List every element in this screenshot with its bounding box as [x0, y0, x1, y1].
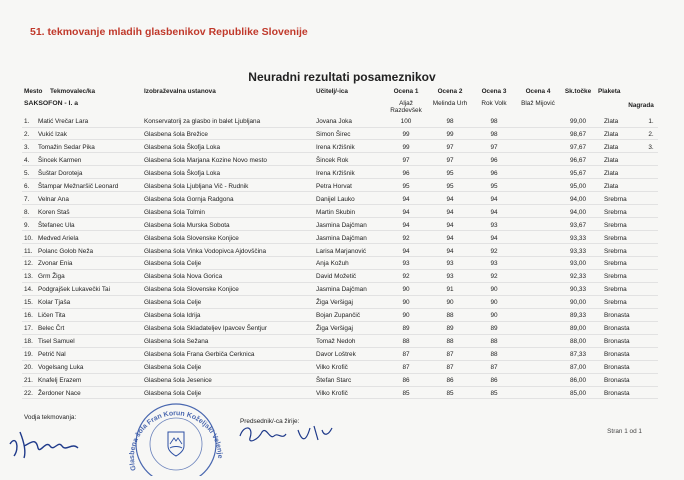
cell-no: 20.	[24, 364, 33, 372]
cell-total: 89,33	[570, 312, 586, 320]
cell-j2: 95	[446, 182, 454, 190]
cell-j2: 86	[446, 377, 454, 384]
row-divider	[22, 269, 658, 270]
col-judge-3: Ocena 3	[481, 88, 507, 95]
row-divider	[22, 398, 658, 399]
cell-mentor: Simon Širec	[316, 130, 351, 138]
cell-j3: 97	[490, 143, 498, 151]
cell-plaque: Bronasta	[604, 338, 630, 346]
cell-j1: 94	[402, 195, 410, 203]
cell-award: 3.	[648, 143, 654, 151]
cell-mentor: Anja Kožuh	[316, 260, 349, 268]
cell-j1: 89	[402, 325, 410, 333]
cell-j3: 87	[490, 364, 498, 372]
cell-no: 7.	[24, 195, 30, 203]
judge-1-name: Aljaž Razdevšek	[390, 100, 422, 114]
cell-no: 16.	[24, 312, 33, 320]
cell-name: Koren Staš	[38, 208, 70, 216]
cell-j2: 88	[446, 338, 454, 346]
cell-plaque: Srebrna	[604, 221, 627, 229]
cell-total: 95,67	[570, 169, 586, 177]
cell-j3: 94	[490, 208, 498, 216]
cell-j1: 96	[402, 169, 410, 177]
cell-name: Grm Žiga	[38, 273, 65, 281]
competition-title: 51. tekmovanje mladih glasbenikov Republike Slovenije	[30, 26, 308, 38]
cell-plaque: Srebrna	[604, 247, 627, 255]
cell-j3: 85	[490, 389, 498, 397]
cell-no: 14.	[24, 286, 33, 294]
cell-name: Matić Vrečar Lara	[38, 118, 89, 125]
cell-j1: 99	[402, 143, 410, 151]
jury-signature	[236, 418, 336, 448]
cell-school: Glasbena šola Celje	[144, 299, 202, 307]
cell-j1: 94	[402, 208, 410, 216]
cell-j2: 90	[446, 299, 454, 307]
cell-total: 94,00	[570, 208, 586, 216]
cell-name: Belec Črt	[38, 325, 65, 333]
cell-j2: 94	[446, 234, 454, 242]
cell-j3: 96	[490, 156, 498, 164]
cell-j1: 94	[402, 221, 410, 229]
cell-j1: 100	[400, 118, 412, 125]
cell-j1: 93	[402, 260, 410, 268]
cell-plaque: Bronasta	[604, 377, 630, 384]
cell-j1: 88	[402, 338, 410, 346]
cell-name: Velnar Ana	[38, 195, 69, 203]
cell-name: Šuštar Doroteja	[38, 169, 83, 177]
svg-text:Glasbena šola Fran Korun Kožel: Glasbena šola Fran Korun Koželjski Velenje	[128, 410, 224, 472]
cell-total: 93,67	[570, 221, 586, 229]
cell-j2: 99	[446, 130, 454, 138]
cell-j3: 94	[490, 195, 498, 203]
cell-no: 22.	[24, 389, 33, 397]
cell-plaque: Srebrna	[604, 234, 627, 242]
cell-mentor: Štefan Starc	[316, 377, 352, 384]
cell-j1: 90	[402, 299, 410, 307]
cell-j2: 94	[446, 195, 454, 203]
cell-name: Knafelj Erazem	[38, 377, 82, 384]
cell-school: Glasbena šola Slovenske Konjice	[144, 286, 239, 294]
cell-mentor: Jovana Joka	[316, 118, 352, 125]
cell-name: Šincek Karmen	[38, 156, 82, 164]
cell-total: 99,00	[570, 118, 586, 125]
cell-total: 96,67	[570, 156, 586, 164]
cell-name: Vukić Izak	[38, 130, 67, 138]
cell-j1: 95	[402, 182, 410, 190]
cell-school: Glasbena šola Vinka Vodopivca Ajdovščina	[144, 247, 267, 255]
cell-school: Glasbena šola Marjana Kozine Novo mesto	[144, 156, 267, 164]
cell-plaque: Srebrna	[604, 208, 627, 216]
cell-school: Glasbena šola Celje	[144, 260, 202, 268]
cell-plaque: Srebrna	[604, 260, 627, 268]
judge-4-name: Blaž Mijović	[521, 100, 555, 107]
cell-no: 19.	[24, 351, 33, 359]
row-divider	[22, 127, 658, 128]
school-stamp	[128, 400, 224, 476]
judge-3-name: Rok Volk	[481, 100, 507, 107]
cell-plaque: Srebrna	[604, 273, 627, 281]
cell-total: 92,33	[570, 273, 586, 281]
cell-school: Glasbena šola Škofja Loka	[144, 143, 221, 151]
cell-total: 87,00	[570, 364, 586, 372]
cell-no: 13.	[24, 273, 33, 281]
col-total: Sk.točke	[564, 88, 592, 95]
cell-name: Kolar Tjaša	[38, 299, 71, 307]
cell-name: Tomažin Sedar Pika	[38, 143, 95, 151]
col-judge-4: Ocena 4	[525, 88, 551, 95]
cell-no: 17.	[24, 325, 33, 333]
cell-j2: 88	[446, 312, 454, 320]
cell-school: Glasbena šola Idrija	[144, 312, 201, 320]
cell-no: 3.	[24, 143, 30, 151]
cell-school: Glasbena šola Tolmin	[144, 208, 205, 216]
cell-name: Petrič Nal	[38, 351, 66, 359]
row-divider	[22, 308, 658, 309]
cell-no: 2.	[24, 130, 30, 138]
cell-name: Ličen Tita	[38, 312, 66, 320]
col-award: Nagrada	[628, 102, 654, 109]
cell-total: 85,00	[570, 389, 586, 397]
cell-no: 15.	[24, 299, 33, 307]
row-divider	[22, 373, 658, 374]
cell-j3: 95	[490, 182, 498, 190]
col-place: Mesto	[24, 88, 43, 95]
cell-j2: 94	[446, 208, 454, 216]
cell-mentor: Vilko Krofič	[316, 389, 348, 397]
cell-j1: 90	[402, 286, 410, 294]
cell-total: 88,00	[570, 338, 586, 346]
cell-total: 90,33	[570, 286, 586, 294]
row-divider	[22, 165, 658, 166]
cell-total: 94,00	[570, 195, 586, 203]
cell-plaque: Zlata	[604, 182, 619, 190]
cell-j3: 86	[490, 377, 498, 384]
cell-j1: 87	[402, 351, 410, 359]
cell-mentor: Davor Loštrek	[316, 351, 356, 359]
cell-name: Medved Ariela	[38, 234, 79, 242]
cell-j2: 98	[446, 118, 454, 125]
cell-no: 10.	[24, 234, 33, 242]
cell-total: 86,00	[570, 377, 586, 384]
judge-2-name: Melinda Urh	[432, 100, 468, 107]
cell-total: 93,00	[570, 260, 586, 268]
cell-mentor: Tomaž Nedoh	[316, 338, 356, 346]
cell-plaque: Zlata	[604, 169, 619, 177]
cell-j2: 93	[446, 260, 454, 268]
cell-mentor: Petra Horvat	[316, 182, 352, 190]
cell-name: Zvonar Enia	[38, 260, 73, 268]
cell-j1: 86	[402, 377, 410, 384]
cell-school: Glasbena šola Slovenske Konjice	[144, 234, 239, 242]
cell-j2: 94	[446, 247, 454, 255]
cell-total: 95,00	[570, 182, 586, 190]
cell-school: Glasbena šola Celje	[144, 364, 202, 372]
cell-plaque: Zlata	[604, 130, 619, 138]
row-divider	[22, 204, 658, 205]
cell-j2: 95	[446, 169, 454, 177]
cell-j3: 98	[490, 130, 498, 138]
cell-mentor: Žiga Veršigaj	[316, 325, 353, 333]
cell-school: Glasbena šola Murska Sobota	[144, 221, 230, 229]
table-header	[0, 88, 684, 114]
leader-signature	[6, 418, 92, 462]
cell-award: 1.	[648, 118, 654, 125]
row-divider	[22, 334, 658, 335]
cell-j3: 94	[490, 234, 498, 242]
cell-school: Glasbena šola Frana Gerbiča Cerknica	[144, 351, 255, 359]
cell-j1: 97	[402, 156, 410, 164]
cell-total: 90,00	[570, 299, 586, 307]
cell-name: Vogelsang Luka	[38, 364, 84, 372]
cell-school: Glasbena šola Skladateljev Ipavcev Šentjur	[144, 325, 267, 333]
cell-total: 93,33	[570, 234, 586, 242]
cell-no: 4.	[24, 156, 30, 164]
cell-school: Glasbena šola Škofja Loka	[144, 169, 221, 177]
cell-total: 93,33	[570, 247, 586, 255]
cell-j2: 85	[446, 389, 454, 397]
col-name: Tekmovalec/ka	[50, 88, 95, 95]
cell-j3: 90	[490, 286, 498, 294]
cell-name: Štampar Mežnaršič Leonard	[38, 182, 119, 190]
cell-school: Glasbena šola Ljubljana Vič - Rudnik	[144, 182, 249, 190]
row-divider	[22, 230, 658, 231]
cell-j1: 90	[402, 312, 410, 320]
row-divider	[22, 139, 658, 140]
col-school: Izobraževalna ustanova	[144, 88, 216, 95]
cell-total: 98,67	[570, 130, 586, 138]
cell-no: 21.	[24, 377, 33, 384]
cell-school: Glasbena šola Brežice	[144, 130, 208, 138]
cell-j3: 98	[490, 118, 498, 125]
jury-president-label: Predsednik/-ca žirije:	[240, 418, 300, 425]
cell-mentor: Bojan Zupančič	[316, 312, 361, 320]
cell-j3: 92	[490, 247, 498, 255]
cell-name: Tisel Samuel	[38, 338, 75, 346]
cell-j2: 94	[446, 221, 454, 229]
cell-total: 87,33	[570, 351, 586, 359]
row-divider	[22, 360, 658, 361]
col-plaque: Plaketa	[598, 88, 621, 95]
cell-name: Podgrajšek Lukavečki Tai	[38, 286, 110, 294]
cell-plaque: Srebrna	[604, 286, 627, 294]
cell-no: 9.	[24, 221, 30, 229]
row-divider	[22, 321, 658, 322]
cell-name: Žerdoner Nace	[38, 389, 81, 397]
cell-j3: 96	[490, 169, 498, 177]
cell-j3: 92	[490, 273, 498, 281]
col-mentor: Učitelj/-ica	[316, 88, 348, 95]
cell-award: 2.	[648, 130, 654, 138]
document-title: Neuradni rezultati posameznikov	[248, 70, 436, 84]
col-judge-1: Ocena 1	[393, 88, 419, 95]
cell-mentor: Irena Kržišnik	[316, 169, 355, 177]
cell-school: Glasbena šola Celje	[144, 389, 202, 397]
cell-no: 18.	[24, 338, 33, 346]
cell-plaque: Bronasta	[604, 351, 630, 359]
cell-j1: 94	[402, 247, 410, 255]
cell-plaque: Zlata	[604, 118, 619, 125]
cell-j3: 93	[490, 221, 498, 229]
cell-plaque: Bronasta	[604, 312, 630, 320]
cell-j2: 97	[446, 156, 454, 164]
cell-j1: 87	[402, 364, 410, 372]
cell-j3: 90	[490, 299, 498, 307]
cell-mentor: Šincek Rok	[316, 156, 349, 164]
cell-plaque: Srebrna	[604, 195, 627, 203]
cell-j3: 88	[490, 338, 498, 346]
cell-mentor: Jasmina Dajčman	[316, 221, 367, 229]
cell-mentor: Irena Kržišnik	[316, 143, 355, 151]
cell-mentor: Martin Skubin	[316, 208, 356, 216]
row-divider	[22, 282, 658, 283]
category-label: SAKSOFON - I. a	[24, 100, 79, 107]
cell-school: Konservatorij za glasbo in balet Ljubljana	[144, 118, 261, 125]
cell-total: 89,00	[570, 325, 586, 333]
page-number: Stran 1 od 1	[607, 428, 642, 435]
cell-plaque: Zlata	[604, 143, 619, 151]
cell-j2: 91	[446, 286, 454, 294]
cell-j1: 92	[402, 273, 410, 281]
cell-school: Glasbena šola Gornja Radgona	[144, 195, 234, 203]
cell-j2: 87	[446, 351, 454, 359]
row-divider	[22, 386, 658, 387]
cell-j3: 88	[490, 351, 498, 359]
row-divider	[22, 217, 658, 218]
cell-plaque: Srebrna	[604, 299, 627, 307]
row-divider	[22, 256, 658, 257]
cell-j2: 97	[446, 143, 454, 151]
cell-school: Glasbena šola Nova Gorica	[144, 273, 223, 281]
cell-plaque: Bronasta	[604, 389, 630, 397]
cell-no: 11.	[24, 247, 33, 255]
cell-total: 97,67	[570, 143, 586, 151]
cell-mentor: David Možetič	[316, 273, 357, 281]
cell-j1: 92	[402, 234, 410, 242]
cell-mentor: Žiga Veršigaj	[316, 299, 353, 307]
row-divider	[22, 243, 658, 244]
cell-mentor: Danijel Lauko	[316, 195, 355, 203]
cell-school: Glasbena šola Jesenice	[144, 377, 212, 384]
cell-j3: 90	[490, 312, 498, 320]
row-divider	[22, 295, 658, 296]
cell-no: 1.	[24, 118, 30, 125]
cell-mentor: Larisa Marjanović	[316, 247, 367, 255]
row-divider	[22, 347, 658, 348]
cell-j2: 87	[446, 364, 454, 372]
cell-j2: 89	[446, 325, 454, 333]
cell-plaque: Zlata	[604, 156, 619, 164]
cell-j1: 85	[402, 389, 410, 397]
cell-j1: 99	[402, 130, 410, 138]
row-divider	[22, 152, 658, 153]
cell-name: Štefanec Ula	[38, 221, 75, 229]
cell-plaque: Bronasta	[604, 325, 630, 333]
cell-name: Polanc Golob Neža	[38, 247, 94, 255]
cell-no: 8.	[24, 208, 30, 216]
cell-no: 5.	[24, 169, 30, 177]
row-divider	[22, 191, 658, 192]
cell-j3: 89	[490, 325, 498, 333]
cell-mentor: Vilko Krofič	[316, 364, 348, 372]
cell-j2: 93	[446, 273, 454, 281]
row-divider	[22, 178, 658, 179]
cell-no: 12.	[24, 260, 33, 268]
cell-mentor: Jasmina Dajčman	[316, 234, 367, 242]
cell-plaque: Bronasta	[604, 364, 630, 372]
cell-school: Glasbena šola Sežana	[144, 338, 209, 346]
competition-leader-label: Vodja tekmovanja:	[24, 414, 77, 421]
cell-no: 6.	[24, 182, 30, 190]
cell-mentor: Jasmina Dajčman	[316, 286, 367, 294]
col-judge-2: Ocena 2	[437, 88, 463, 95]
cell-j3: 93	[490, 260, 498, 268]
